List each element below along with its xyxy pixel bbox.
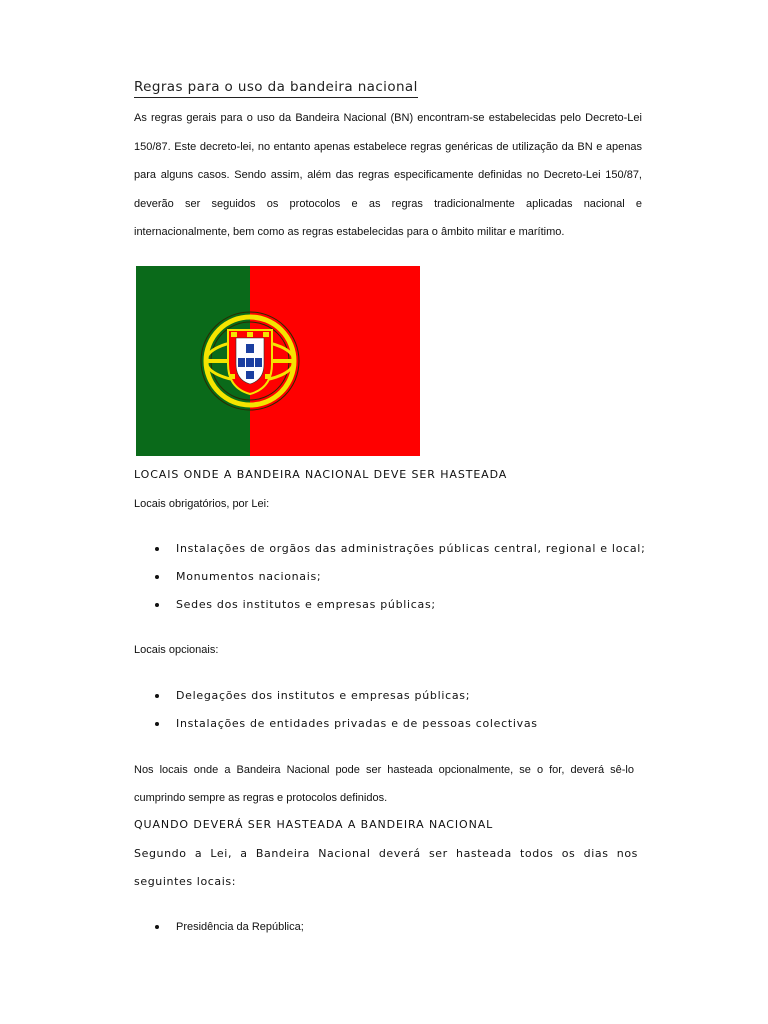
optional-label: Locais opcionais: bbox=[134, 644, 219, 656]
document-title: Regras para o uso da bandeira nacional bbox=[134, 79, 418, 98]
list-item: Instalações de orgãos das administrações públicas central, regional e local; bbox=[152, 541, 645, 569]
section-heading-locais: LOCAIS ONDE A BANDEIRA NACIONAL DEVE SER HASTEADA bbox=[134, 468, 508, 481]
list-item: Sedes dos institutos e empresas públicas; bbox=[152, 597, 645, 625]
list-item: Instalações de entidades privadas e de pessoas colectivas bbox=[152, 716, 538, 744]
list-item: Delegações dos institutos e empresas públicas; bbox=[152, 688, 538, 716]
list-item: Monumentos nacionais; bbox=[152, 569, 645, 597]
portugal-flag-image bbox=[136, 266, 420, 456]
list-item: Presidência da República; bbox=[152, 919, 304, 947]
mandatory-label: Locais obrigatórios, por Lei: bbox=[134, 498, 270, 510]
optional-list bbox=[152, 688, 538, 744]
section2-intro-paragraph: Segundo a Lei, a Bandeira Nacional deverá ser hasteada todos os dias nos seguintes locais: bbox=[134, 847, 638, 888]
optional-note-paragraph: Nos locais onde a Bandeira Nacional pode ser hasteada opcionalmente, se o for, deverá sê-lo cumprindo sempre as regras e protocolos definidos. bbox=[134, 764, 634, 804]
section-heading-quando: QUANDO DEVERÁ SER HASTEADA A BANDEIRA NACIONAL bbox=[134, 818, 494, 831]
section2-list bbox=[152, 919, 304, 947]
mandatory-list bbox=[152, 541, 645, 625]
intro-paragraph: As regras gerais para o uso da Bandeira Nacional (BN) encontram-se estabelecidas pelo Decreto-Lei 150/87. Este decreto-lei, no entanto apenas estabelece regras genéricas de utilização da BN e apenas para alguns casos. Sendo assim, além das regras especificamente definidas no Decreto-Lei 150/87, deverão ser seguidos os protocolos e as regras tradicionalmente aplicadas nacional e internacionalmente, bem como as regras estabelecidas para o âmbito militar e marítimo. bbox=[134, 112, 642, 238]
